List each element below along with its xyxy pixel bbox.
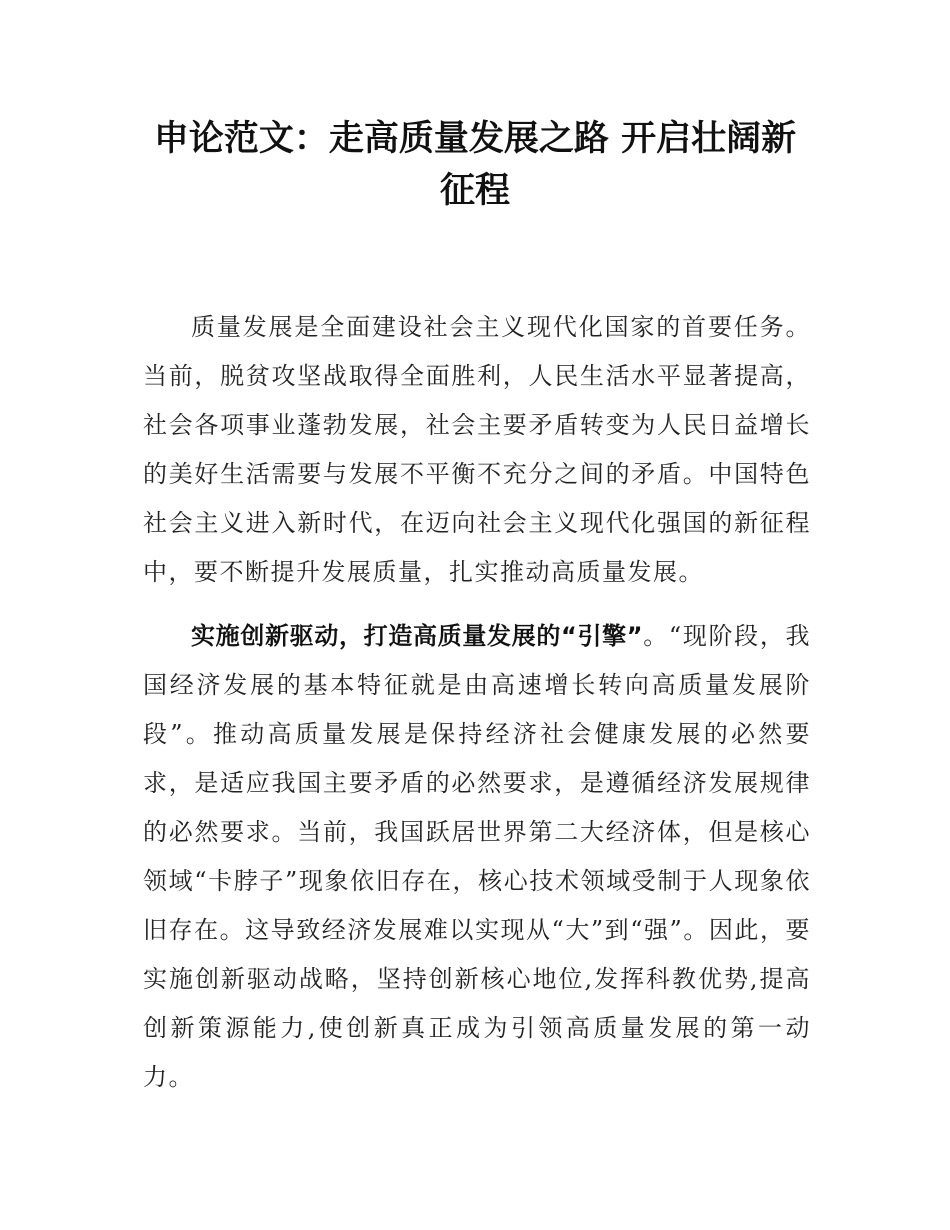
paragraph-intro-text: 质量发展是全面建设社会主义现代化国家的首要任务。当前，脱贫攻坚战取得全面胜利，人民生活水平显著提高，社会各项事业蓬勃发展，社会主要矛盾转变为人民日益增长的美好生活需要与发展不平衡不充分之间的矛盾。中国特色社会主义进入新时代，在迈向社会主义现代化强国的新征程中，要不断提升发展质量，扎实推动高质量发展。 xyxy=(143,313,811,586)
paragraph-intro xyxy=(143,303,811,597)
paragraph-innovation-text: 。“现阶段，我国经济发展的基本特征就是由高速增长转向高质量发展阶段”。推动高质量发展是保持经济社会健康发展的必然要求，是适应我国主要矛盾的必然要求，是遵循经济发展规律的必然要求。当前，我国跃居世界第二大经济体，但是核心领域“卡脖子”现象依旧存在，核心技术领域受制于人现象依旧存在。这导致经济发展难以实现从“大”到“强”。因此，要实施创新驱动战略，坚持创新核心地位,发挥科教优势,提高创新策源能力,使创新真正成为引领高质量发展的第一动力。 xyxy=(143,622,811,1091)
paragraph-innovation-heading: 实施创新驱动，打造高质量发展的“引擎” xyxy=(191,622,644,650)
document-title: 申论范文：走高质量发展之路 开启壮阔新征程 xyxy=(153,119,797,211)
paragraph-innovation xyxy=(143,612,811,1102)
